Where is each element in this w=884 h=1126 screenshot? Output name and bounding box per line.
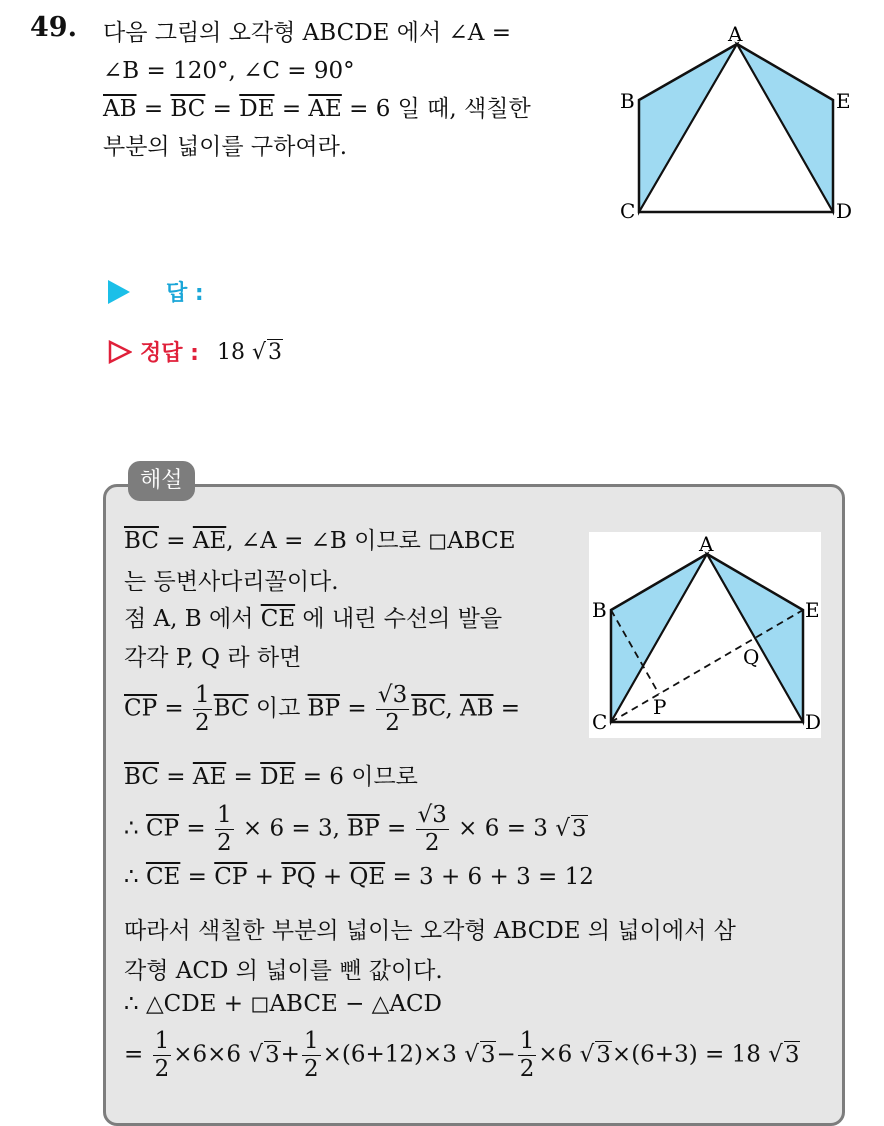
solution-line-11: ∴ △CDE + ◻ABCE − △ACD: [124, 991, 443, 1017]
answer-row: [108, 276, 204, 307]
svg-text:E: E: [805, 598, 820, 622]
label-p: P: [653, 695, 667, 719]
solution-line-10: 각형 ACD 의 넓이를 뺀 값이다.: [124, 958, 443, 984]
segment-ab: $\overline{AB}$: [103, 96, 137, 122]
segment-bc: $\overline{BC}$: [170, 96, 206, 122]
key-answer-label: 정답 :: [140, 341, 199, 366]
solution-pentagon-figure: [589, 532, 821, 738]
svg-text:B: B: [592, 598, 607, 622]
solution-line-9: 따라서 색칠한 부분의 넓이는 오각형 ABCDE 의 넓이에서 삼: [124, 918, 736, 944]
key-answer-value: 18 √3: [216, 339, 282, 365]
label-e: E: [836, 89, 851, 113]
solution-figure-panel: [589, 532, 821, 738]
solution-tag: 해설: [128, 461, 195, 501]
question-line-3: $\overline{AB} = \overline{BC} = \overline{DE} = \overline{AE} = 6$ 일 때, 색칠한: [103, 96, 531, 122]
label-q: Q: [743, 645, 760, 669]
solution-line-3: 점 A, B 에서 $\overline{CE}$ 에 내린 수선의 발을: [124, 606, 503, 632]
solution-line-7: ∴ $\overline{CP}$ = $\frac{1}{2}$ × 6 = 3, $\overline{BP}$ = $\frac{√3}{2}$ × 6 = 3 √3: [124, 802, 587, 856]
question-line-4: 부분의 넓이를 구하여라.: [103, 134, 348, 160]
label-b: B: [620, 89, 635, 113]
segment-de: $\overline{DE}$: [239, 96, 275, 122]
triangle-filled-icon: [108, 280, 130, 304]
segment-ae: $\overline{AE}$: [308, 96, 342, 122]
key-answer-row: [108, 336, 283, 367]
solution-line-6: $\overline{BC} = \overline{AE} = \overline{DE} = 6$ 이므로: [124, 764, 418, 790]
label-a: A: [728, 22, 743, 46]
question-line-1: 다음 그림의 오각형 ABCDE 에서 ∠A =: [103, 20, 511, 46]
question-text: [103, 14, 603, 166]
solution-line-12: = $\frac{1}{2}$ ×6×6 √3+ $\frac{1}{2}$ ×(6+12)×3 √3− $\frac{1}{2}$ ×6 √3×(6+3) = 18 √3: [124, 1028, 800, 1082]
label-d: D: [836, 199, 853, 223]
solution-line-5: $\overline{CP}$ = $\frac{1}{2}$ $\overline{BC}$ 이고 $\overline{BP}$ = $\frac{√3}{2}$ $\overline{BC}$, $\overline{AB}$ =: [124, 682, 521, 736]
svg-text:D: D: [805, 710, 821, 734]
label-c: C: [620, 199, 636, 223]
solution-line-1: $\overline{BC} = \overline{AE}$, ∠A = ∠B 이므로 ◻ABCE: [124, 528, 516, 554]
svg-text:C: C: [592, 710, 608, 734]
question-line-2: ∠B = 120°, ∠C = 90°: [103, 58, 355, 84]
svg-text:A: A: [699, 532, 714, 556]
question-number: 49.: [30, 12, 77, 43]
pentagon-figure: [612, 22, 862, 232]
triangle-outline-icon: [108, 340, 132, 364]
answer-label: 답 :: [166, 281, 204, 306]
solution-line-2: 는 등변사다리꼴이다.: [124, 569, 339, 595]
solution-line-4: 각각 P, Q 라 하면: [124, 645, 302, 671]
solution-line-8: ∴ $\overline{CE} = \overline{CP} + \overline{PQ} + \overline{QE} = 3 + 6 + 3 = 12$: [124, 864, 594, 890]
